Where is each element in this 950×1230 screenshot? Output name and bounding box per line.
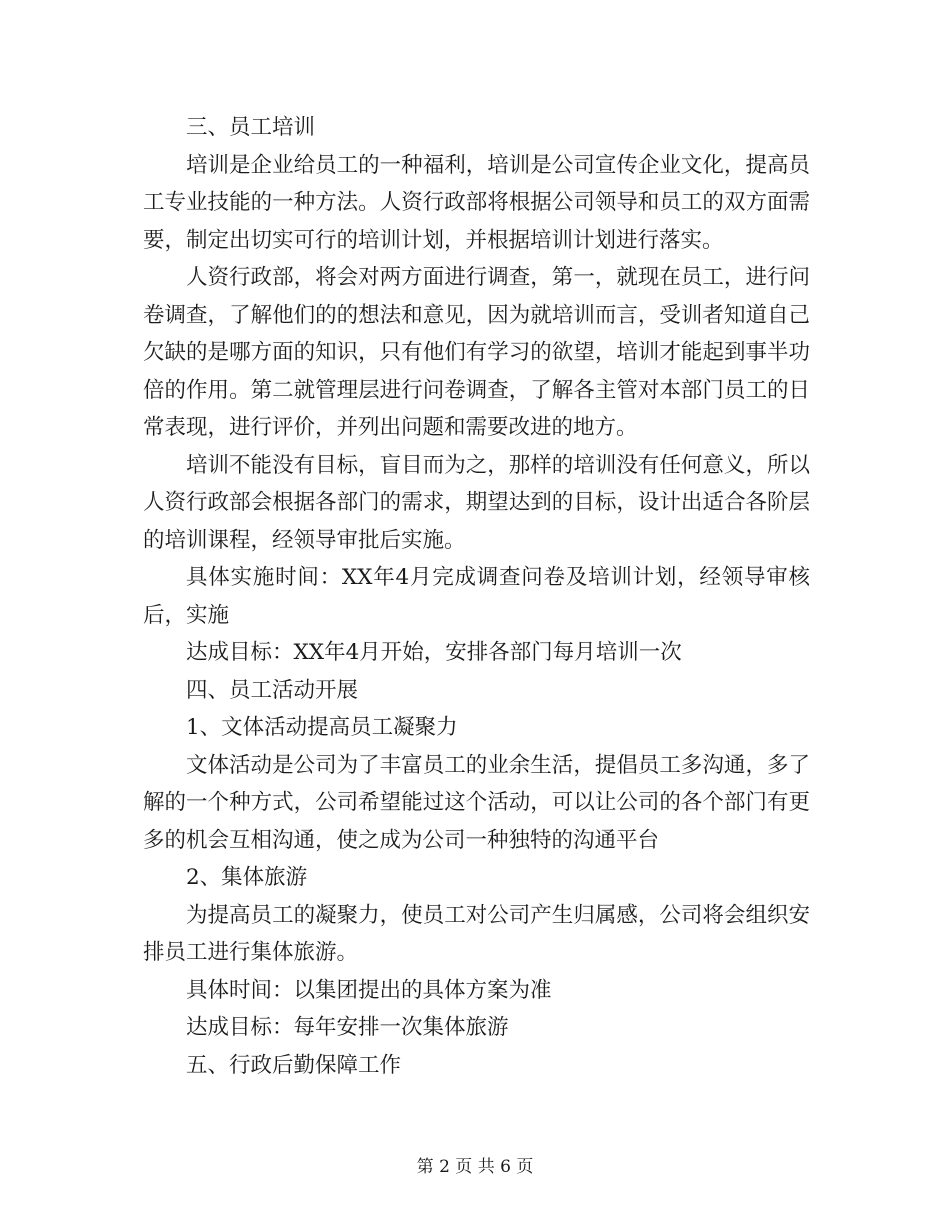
document-body (143, 109, 810, 1084)
paragraph-travel-target: 达成目标：每年安排一次集体旅游 (186, 1015, 509, 1040)
paragraph-cultural-activities: 文体活动是公司为了丰富员工的业余生活，提倡员工多沟通，多了解的一个种方式，公司希望能过这个活动，可以让公司的各个部门有更多的机会互相沟通，使之成为公司一种独特的沟通平台 (143, 752, 810, 853)
paragraph-training-goals: 培训不能没有目标，盲目而为之，那样的培训没有任何意义，所以人资行政部会根据各部门的需求，期望达到的目标，设计出适合各阶层的培训课程，经领导审批后实施。 (143, 452, 810, 553)
section-heading-staff-activities: 四、员工活动开展 (186, 677, 359, 703)
paragraph-group-travel: 为提高员工的凝聚力，使员工对公司产生归属感，公司将会组织安排员工进行集体旅游。 (143, 902, 810, 965)
paragraph-training-intro: 培训是企业给员工的一种福利，培训是公司宣传企业文化，提高员工专业技能的一种方法。人资行政部将根据公司领导和员工的双方面需要，制定出切实可行的培训计划，并根据培训计划进行落实。 (143, 152, 810, 253)
page-number-footer: 第 2 页 共 6 页 (416, 1157, 534, 1177)
section-heading-staff-training: 三、员工培训 (186, 115, 316, 140)
paragraph-training-target: 达成目标：XX年4月开始，安排各部门每月培训一次 (186, 640, 682, 665)
section-heading-admin-logistics: 五、行政后勤保障工作 (186, 1052, 402, 1078)
paragraph-travel-time: 具体时间：以集团提出的具体方案为准 (186, 977, 552, 1003)
subheading-cultural-activities: 1、文体活动提高员工凝聚力 (186, 715, 458, 740)
paragraph-training-schedule: 具体实施时间：XX年4月完成调查问卷及培训计划，经领导审核后，实施 (143, 565, 810, 628)
paragraph-training-survey: 人资行政部，将会对两方面进行调查，第一，就现在员工，进行问卷调查，了解他们的的想法和意见，因为就培训而言，受训者知道自己欠缺的是哪方面的知识，只有他们有学习的欲望，培训才能起到事半功倍的作用。第二就管理层进行问卷调查，了解各主管对本部门员工的日常表现，进行评价，并列出问题和需要改进的地方。 (143, 265, 810, 440)
subheading-group-travel: 2、集体旅游 (186, 865, 308, 890)
